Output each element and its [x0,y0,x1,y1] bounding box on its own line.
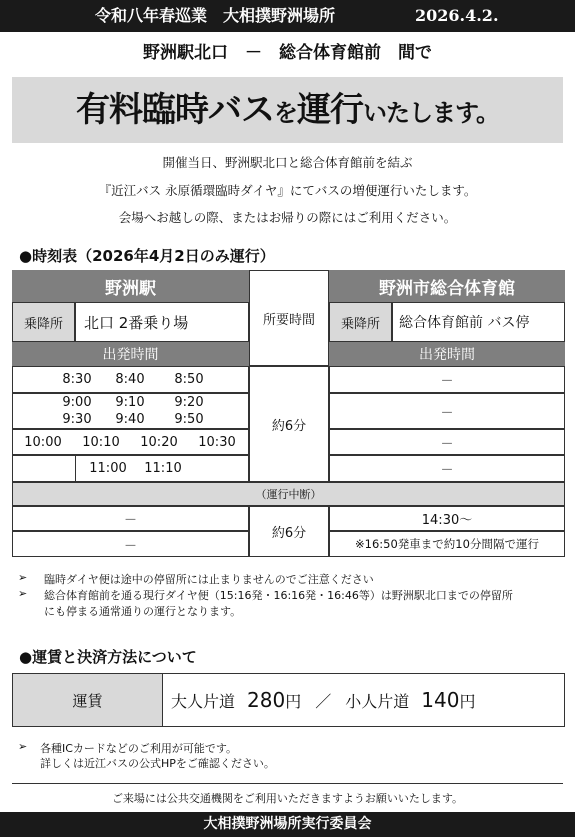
right-station-header: 野洲市総合体育館 [329,270,565,302]
adult-label: 大人片道 [171,691,236,711]
note-text: 臨時ダイヤ便は途中の停留所には止まりませんのでご注意ください [44,573,374,586]
footer-bar: 大相撲野洲場所実行委員会 [0,812,575,837]
banner-part3: 運行 [296,90,363,130]
payment-note [18,755,568,771]
departure-time: 8:30 [62,372,92,387]
description-line: 『近江バス 永原循環臨時ダイヤ』にてバスの増便運行いたします。 [98,183,477,198]
right-departure-header: 出発時間 [329,342,565,366]
afternoon-departure: － [12,531,249,557]
return-time: － [329,429,565,455]
left-departure-header: 出発時間 [12,342,249,366]
note-text: 総合体育館前を通る現行ダイヤ便（15:16発・16:16発・16:46等）は野洲駅北口までの停留所 [44,589,513,602]
left-stop-label: 乗降所 [12,302,75,342]
bullet-icon: ➢ [18,571,28,584]
yen-label: 円 [285,691,302,711]
note-text: にも停まる通常通りの運行となります。 [44,605,242,618]
departure-time: 9:50 [174,411,204,427]
child-price: 140 [421,688,460,712]
banner-title [12,77,563,143]
fare-box [12,673,565,727]
banner-part4: いたします。 [362,99,500,127]
description-line: 会場へお越しの際、またはお帰りの際にはご利用ください。 [118,210,457,225]
banner-part2: を [273,99,297,127]
afternoon-return-note: ※16:50発車まで約10分間隔で運行 [329,531,565,557]
note-text: 各種ICカードなどのご利用が可能です。 [40,742,238,755]
return-time: － [329,366,565,393]
duration-header: 所要時間 [249,270,329,366]
note-item [18,603,568,619]
adult-price: 280 [247,688,286,712]
header-bar [0,0,575,32]
payment-note [18,740,568,756]
fare-separator: ／ [315,691,332,711]
fare-values [171,674,561,726]
duration-value: 約6分 [249,366,329,482]
timetable-heading: ●時刻表（2026年4月2日のみ運行） [19,247,275,265]
note-item [18,571,568,587]
afternoon-return: 14:30～ [329,506,565,531]
right-stop-label: 乗降所 [329,302,392,342]
left-station-header: 野洲駅 [12,270,249,302]
departure-time: 10:30 [198,434,236,450]
departure-time: 10:20 [140,434,178,450]
departure-time: 9:40 [115,411,145,427]
departure-time: 11:10 [144,461,182,476]
departure-time: 9:10 [115,394,145,410]
header-title: 令和八年春巡業 大相撲野洲場所 [95,6,336,25]
interruption-row: （運行中断） [12,482,565,506]
departure-time: 10:10 [82,434,120,450]
divider [12,783,563,784]
left-stop: 北口 2番乗り場 [75,302,249,342]
return-time: － [329,455,565,482]
departure-time: 9:00 [62,394,92,410]
departure-time: 10:00 [24,434,62,450]
departure-time: 9:30 [62,411,92,427]
departure-time: 11:00 [89,461,127,476]
note-item [18,587,568,603]
departure-time: 9:20 [174,394,204,410]
header-date: 2026.4.2. [415,6,499,25]
fare-heading: ●運賃と決済方法について [19,648,197,666]
footer-note: ご来場には公共交通機関をご利用いただきますようお願いいたします。 [111,792,464,805]
afternoon-departure: － [12,506,249,531]
note-text: 詳しくは近江バスの公式HPをご確認ください。 [40,757,275,770]
return-time: － [329,393,565,429]
departure-time: 8:50 [174,372,204,387]
duration-value: 約6分 [249,506,329,557]
yen-label: 円 [459,691,476,711]
bullet-icon: ➢ [18,740,28,753]
route-title: 野洲駅北口 － 総合体育館前 間で [143,43,432,63]
bullet-icon: ➢ [18,587,28,600]
right-stop: 総合体育館前 バス停 [392,302,565,342]
departure-time: 8:40 [115,372,145,387]
banner-part1: 有料臨時バス [75,90,274,130]
fare-label: 運賃 [13,674,163,726]
child-label: 小人片道 [345,691,410,711]
empty-cell [12,455,76,482]
description-line: 開催当日、野洲駅北口と総合体育館前を結ぶ [162,155,413,170]
timetable [12,270,565,557]
